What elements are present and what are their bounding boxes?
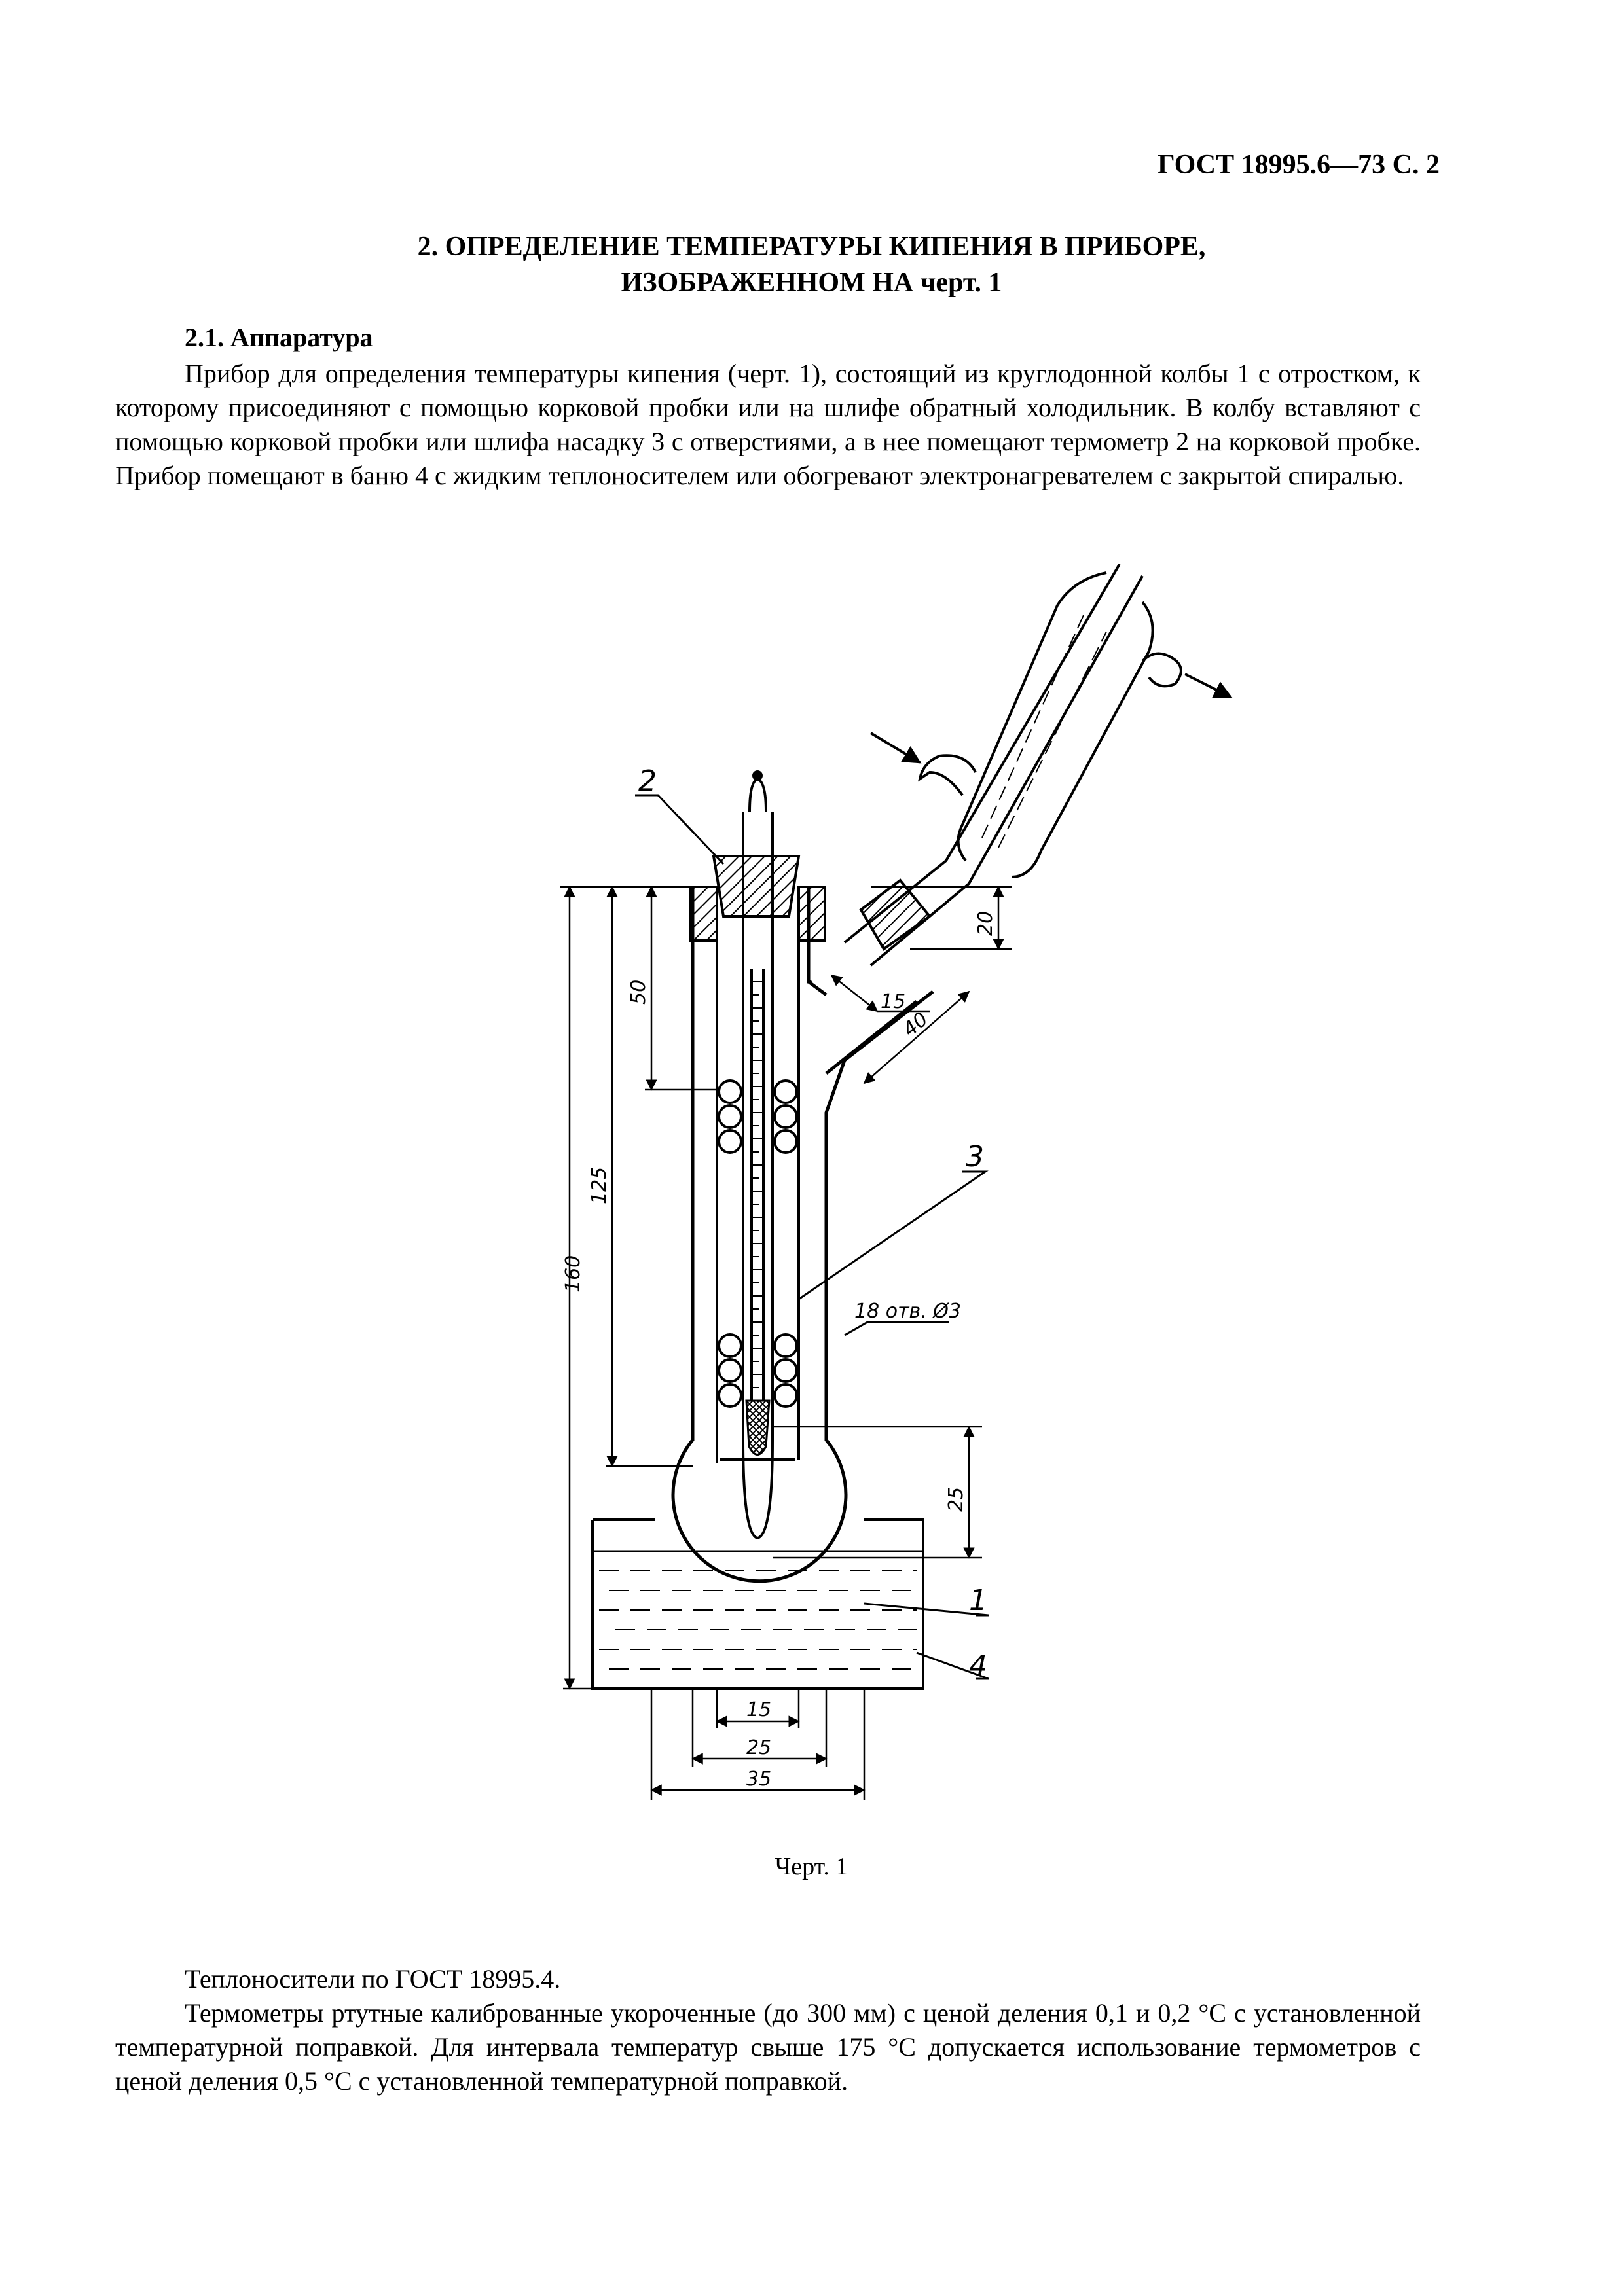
reflux-condenser: [845, 564, 1231, 965]
intro-paragraph: Прибор для определения температуры кипения (черт. 1), состоящий из круглодонной колбы 1 с отростком, к которому присоединяют с помощью корковой пробки или на шлифе обратный холодильник. В колбу вставляют с помощью корковой пробки или шлифа насадку 3 с отверстиями, а в нее помещают термометр 2 на корковой пробке. Прибор помещают в баню 4 с жидким теплоносителем или обогревают электронагревателем с закрытой спиралью.: [115, 359, 1421, 490]
dim-15-width: 15: [746, 1698, 772, 1721]
dim-25-width: 25: [746, 1736, 772, 1759]
dim-50: 50: [627, 979, 650, 1005]
nozzle-insert: [717, 887, 799, 1463]
label-nozzle: 3: [966, 1140, 984, 1174]
label-bath: 4: [969, 1649, 987, 1683]
holes-note: 18 отв. Ø3: [854, 1300, 961, 1323]
section-title: [0, 229, 1623, 301]
dim-40: 40: [898, 1007, 933, 1042]
thermometer-cork: [714, 856, 799, 916]
dim-35-width: 35: [746, 1768, 772, 1791]
apparatus-drawing: [524, 543, 1309, 1820]
dim-25-vertical: 25: [945, 1486, 968, 1512]
flask-cork-right: [799, 887, 825, 941]
subsection-heading: 2.1. Аппаратура: [185, 323, 373, 352]
dim-15-branch: 15: [881, 990, 906, 1013]
dim-125: 125: [588, 1166, 611, 1204]
page-header: ГОСТ 18995.6—73 С. 2: [1157, 150, 1440, 180]
section-title-line-1: 2. ОПРЕДЕЛЕНИЕ ТЕМПЕРАТУРЫ КИПЕНИЯ В ПРИБОРЕ,: [417, 232, 1206, 262]
heat-carriers-paragraph: Теплоносители по ГОСТ 18995.4.: [185, 1964, 561, 1994]
dim-160: 160: [562, 1255, 585, 1293]
label-flask: 1: [969, 1584, 987, 1617]
thermometers-paragraph: Термометры ртутные калиброванные укороченные (до 300 мм) с ценой деления 0,1 и 0,2 °С с установленной температурной поправкой. Для интервала температур свыше 175 °С допускается использование термометров с ценой деления 0,5 °С с установленной температурной поправкой.: [115, 1998, 1421, 2096]
label-thermometer: 2: [638, 764, 657, 798]
after-figure-text: [115, 1962, 1421, 2098]
intro-text: [115, 357, 1421, 493]
section-title-line-2: ИЗОБРАЖЕННОМ НА черт. 1: [621, 268, 1002, 298]
dim-20: 20: [974, 910, 997, 936]
flask-cork-left: [691, 887, 717, 941]
figure-caption: Черт. 1: [775, 1853, 848, 1880]
